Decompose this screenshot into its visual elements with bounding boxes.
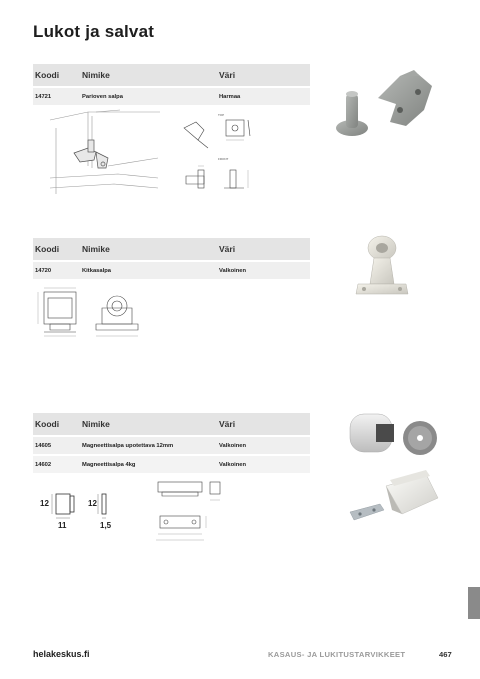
footer-category: KASAUS- JA LUKITUSTARVIKKEET <box>268 650 406 659</box>
footer-site: helakeskus.fi <box>33 649 90 659</box>
dimension-label: 12 <box>88 499 97 508</box>
table-header <box>33 413 310 435</box>
row-color: Valkoinen <box>219 461 247 468</box>
row-code: 14721 <box>35 93 52 100</box>
row-color: Valkoinen <box>219 267 247 274</box>
magnet-recessed-drawing <box>38 484 124 532</box>
page-title: Lukot ja salvat <box>33 22 155 41</box>
dimension-label: 1,5 <box>100 521 112 530</box>
header-name: Nimike <box>82 419 110 429</box>
header-name: Nimike <box>82 70 110 80</box>
dimension-label: 12 <box>40 499 49 508</box>
product-table-kitkasalpa <box>33 238 310 279</box>
header-color: Väri <box>219 419 236 429</box>
dimension-label: 11 <box>58 521 67 530</box>
product-table-parioven-salpa <box>33 64 310 105</box>
table-row <box>33 437 310 454</box>
row-code: 14605 <box>35 442 52 449</box>
drawing-label-top: TOP <box>218 113 225 117</box>
header-name: Nimike <box>82 244 110 254</box>
row-name: Kitkasalpa <box>82 267 111 274</box>
latch-product-photo <box>330 70 442 146</box>
door-installation-sketch <box>48 108 160 198</box>
table-header <box>33 64 310 86</box>
magnet-recessed-product-photo <box>342 408 442 460</box>
page-number: 467 <box>439 650 452 659</box>
kitkasalpa-product-photo <box>352 232 412 302</box>
header-color: Väri <box>219 244 236 254</box>
drawing-label-front: FRONT <box>218 157 229 161</box>
header-color: Väri <box>219 70 236 80</box>
table-row <box>33 262 310 279</box>
kitkasalpa-technical-drawing <box>30 284 162 340</box>
chapter-tab-marker <box>468 587 480 619</box>
latch-technical-drawing <box>178 112 258 198</box>
row-color: Harmaa <box>219 93 241 100</box>
row-name: Magneettisalpa upotettava 12mm <box>82 442 174 449</box>
row-code: 14602 <box>35 461 52 468</box>
table-row <box>33 88 310 105</box>
magnet-4kg-technical-drawing <box>148 478 230 544</box>
header-code: Koodi <box>35 70 60 80</box>
header-code: Koodi <box>35 244 60 254</box>
header-code: Koodi <box>35 419 60 429</box>
row-name: Magneettisalpa 4kg <box>82 461 136 468</box>
table-row <box>33 456 310 473</box>
magnet-4kg-product-photo <box>346 470 440 528</box>
row-code: 14720 <box>35 267 52 274</box>
product-table-magneettisalpa <box>33 413 310 473</box>
row-color: Valkoinen <box>219 442 247 449</box>
table-header <box>33 238 310 260</box>
row-name: Parioven salpa <box>82 93 123 100</box>
